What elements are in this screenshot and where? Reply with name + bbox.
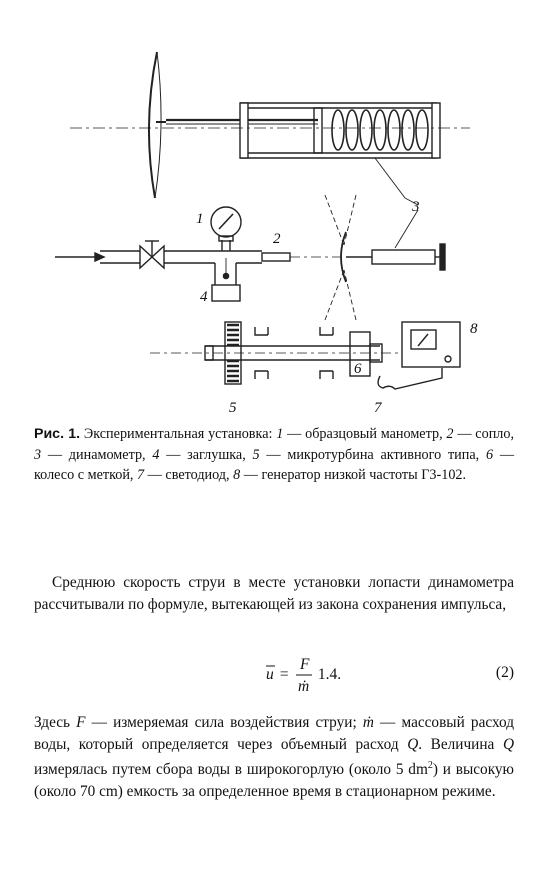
label-3: 3 — [412, 199, 420, 215]
formula-numerator: F — [300, 656, 310, 673]
label-1: 1 — [196, 211, 204, 227]
equation-number: (2) — [495, 664, 514, 681]
label-5: 5 — [229, 400, 237, 416]
text-run: . Величина — [418, 735, 503, 753]
caption-label: Рис. 1. — [34, 426, 81, 442]
plug — [212, 285, 240, 301]
equation-2 — [34, 648, 514, 698]
label-4: 4 — [200, 289, 208, 305]
text-run: ṁ — [362, 714, 374, 731]
text-run: — измеряемая сила воздействия струи; — [85, 714, 363, 731]
text-run: 2 — [446, 426, 454, 442]
caption-text — [34, 426, 514, 483]
text-run: Экспериментальная установка: — [83, 426, 277, 442]
text-run: — заглушка, — [159, 446, 253, 463]
formula-denominator: ṁ — [298, 678, 310, 695]
text-run: 6 — [485, 446, 494, 463]
label-8: 8 — [470, 321, 478, 337]
text-run: 4 — [152, 446, 160, 463]
label-2: 2 — [273, 231, 281, 247]
text-run: 2 — [427, 760, 433, 771]
text-run: Q — [407, 735, 419, 753]
text-run: — динамометр, — [41, 446, 153, 463]
text-run: — массовый расход воды, который определяется через объемный расход — [34, 714, 514, 753]
formula-factor: 1.4. — [314, 666, 342, 683]
text-run: — колесо с меткой, — [34, 446, 515, 483]
dynamometer-body — [372, 250, 435, 264]
text-run: 7 — [137, 467, 145, 483]
nozzle — [262, 253, 290, 261]
text-run: ) и высокую (около 70 cm) емкость за определенное время в стационарном режиме. — [34, 761, 514, 800]
text-run: 1 — [276, 426, 284, 442]
formula-expression — [266, 652, 406, 698]
text-run: 3 — [34, 446, 42, 463]
paragraph-2-text — [34, 714, 514, 800]
setup-diagram — [0, 0, 545, 420]
formula-eq: = — [276, 666, 293, 683]
text-run: — генератор низкой частоты Г3-102. — [240, 467, 467, 483]
text-run: — образцовый манометр, — [283, 426, 447, 442]
text-run: Здесь — [34, 714, 77, 731]
feed-line — [55, 207, 370, 301]
paragraph-2 — [34, 712, 514, 802]
dynamometer-detail — [70, 52, 470, 198]
microturbine-assembly — [150, 322, 460, 389]
paragraph-1: Среднюю скорость струи в месте установки лопасти динамометра рассчитывали по формуле, вытекающей из закона сохранения импульса, — [34, 574, 514, 613]
text-run: 8 — [233, 467, 241, 483]
text-run: — сопло, — [453, 426, 515, 442]
formula-lhs: u — [266, 666, 274, 683]
text-run: измерялась путем сбора воды в широкогорлую (около 5 dm — [34, 761, 428, 779]
text-run: — светодиод, — [144, 467, 234, 483]
text-run: Q — [502, 735, 514, 753]
label-6: 6 — [354, 361, 362, 377]
text-run: F — [76, 714, 86, 731]
label-7: 7 — [374, 400, 382, 416]
text-run: — микротурбина активного типа, — [259, 446, 486, 463]
spring — [332, 110, 428, 150]
text-run: 5 — [252, 446, 260, 463]
jet-blade — [325, 195, 445, 320]
figure-caption — [34, 424, 514, 486]
